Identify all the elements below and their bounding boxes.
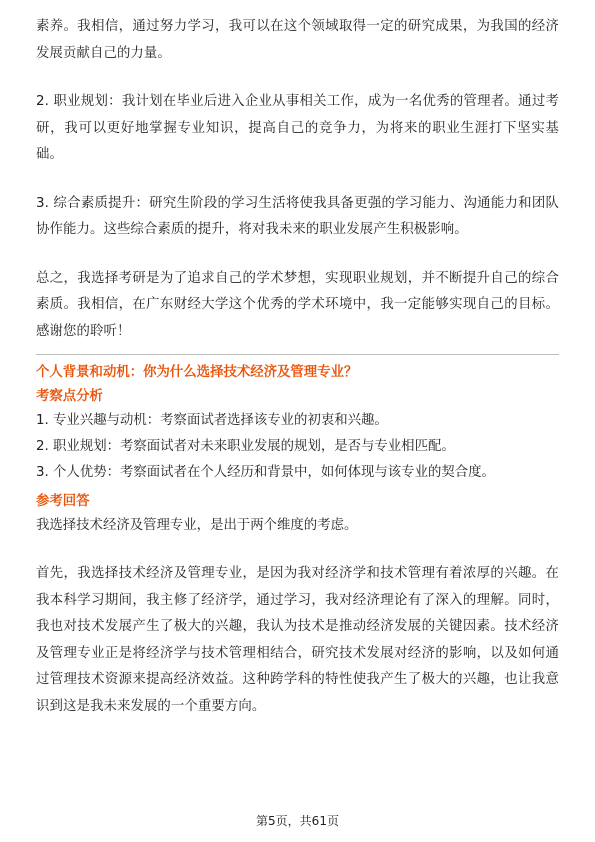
section-divider (36, 354, 559, 355)
interview-question: 个人背景和动机：你为什么选择技术经济及管理专业？ (36, 365, 358, 380)
answer-body: 首先，我选择技术经济及管理专业，是因为我对经济学和技术管理有着浓厚的兴趣。在我本科学习期间，我主修了经济学，通过学习，我对经济理论有了深入的理解。同时，我也对技术发展产生了极大的兴趣，我认为技术是推动经济发展的关键因素。技术经济及管理专业正是将经济学与技术管理相结合，研究技术发展对经济的影响，以及如何通过管理技术资源来提高经济效益。这种跨学科的特性使我产生了极大的兴趣，也让我意识到这是我未来发展的一个重要方向。 (36, 566, 559, 714)
paragraph-overall-quality: 3. 综合素质提升：研究生阶段的学习生活将使我具备更强的学习能力、沟通能力和团队协作能力。这些综合素质的提升，将对我未来的职业发展产生积极影响。 (36, 195, 559, 237)
document-page (36, 14, 559, 720)
answer-intro: 我选择技术经济及管理专业，是出于两个维度的考虑。 (36, 518, 358, 533)
answer-label: 参考回答 (36, 494, 90, 509)
page-number: 第5页，共61页 (256, 814, 339, 828)
analysis-label: 考察点分析 (36, 389, 103, 404)
paragraph-continuation: 素养。我相信，通过努力学习，我可以在这个领域取得一定的研究成果，为我国的经济发展贡献自己的力量。 (36, 19, 559, 61)
analysis-point: 3. 个人优势：考察面试者在个人经历和背景中，如何体现与该专业的契合度。 (36, 465, 495, 480)
analysis-point: 1. 专业兴趣与动机：考察面试者选择该专业的初衷和兴趣。 (36, 413, 388, 428)
analysis-point: 2. 职业规划：考察面试者对未来职业发展的规划，是否与专业相匹配。 (36, 439, 455, 454)
paragraph-conclusion: 总之，我选择考研是为了追求自己的学术梦想，实现职业规划，并不断提升自己的综合素质。我相信，在广东财经大学这个优秀的学术环境中，我一定能够实现自己的目标。感谢您的聆听！ (36, 270, 559, 339)
paragraph-career-plan: 2. 职业规划：我计划在毕业后进入企业从事相关工作，成为一名优秀的管理者。通过考研，我可以更好地掌握专业知识，提高自己的竞争力，为将来的职业生涯打下坚实基础。 (36, 94, 559, 162)
